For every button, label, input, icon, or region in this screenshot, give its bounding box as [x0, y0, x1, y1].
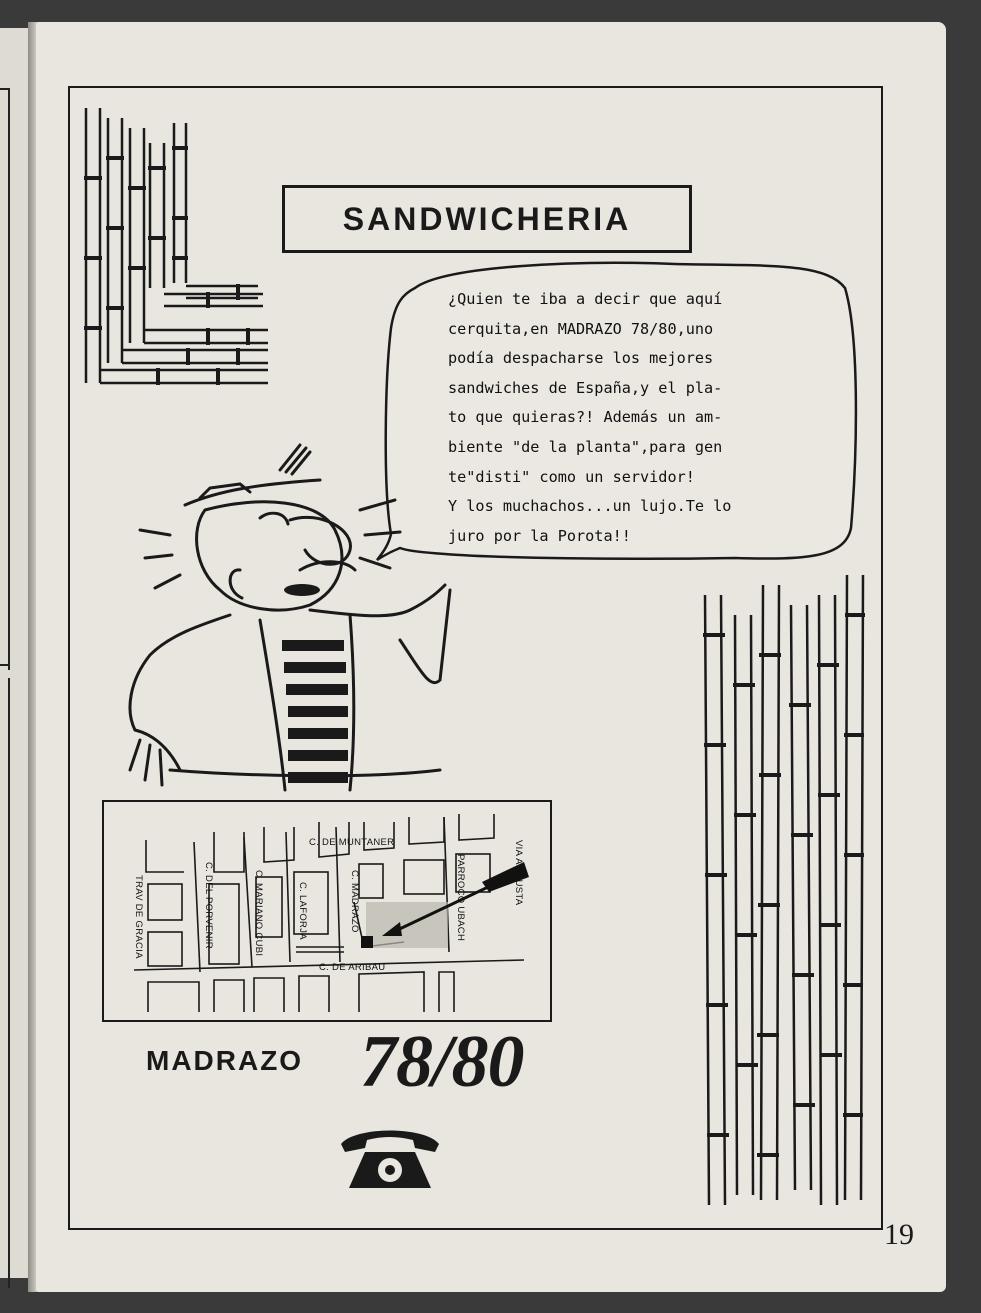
bamboo-right-icon	[695, 575, 880, 1215]
speech-bubble-text	[448, 285, 848, 551]
cartoon-character-icon	[110, 440, 470, 810]
previous-page-edge	[0, 28, 28, 1278]
address-number: 78/80	[360, 1021, 524, 1103]
street-muntaner: C. DE MUNTANER	[309, 837, 395, 848]
bubble-line: cerquita,en MADRAZO 78/80,uno	[448, 319, 714, 338]
street-madrazo: C. MADRAZO	[349, 870, 360, 933]
bubble-line: juro por la Porota!!	[448, 526, 631, 545]
bamboo-top-left-icon	[78, 108, 278, 408]
telephone-icon	[335, 1122, 445, 1194]
bubble-line: to que quieras?! Además un am-	[448, 408, 723, 427]
title-box	[282, 185, 692, 253]
street-parroco-ubach: PARROCO UBACH	[455, 854, 466, 942]
bubble-line: sandwiches de España,y el pla-	[448, 378, 723, 397]
street-porvenir: C. DEL PORVENIR	[203, 862, 214, 949]
bubble-line: Y los muchachos...un lujo.Te lo	[448, 497, 732, 516]
bubble-line: te"disti" como un servidor!	[448, 467, 695, 486]
bubble-line: podía despacharse los mejores	[448, 349, 714, 368]
bubble-line: biente "de la planta",para gen	[448, 437, 723, 456]
street-aribau: C. DE ARIBAU	[319, 962, 386, 973]
street-mariano-cubi: C. MARIANO CUBI	[253, 870, 264, 957]
location-map	[102, 800, 552, 1022]
street-via-augusta: VIA AUGUSTA	[513, 840, 524, 906]
page-number: 19	[884, 1218, 914, 1251]
street-laforja: C. LAFORJA	[297, 882, 308, 940]
address-street: MADRAZO	[146, 1045, 304, 1076]
page-title: SANDWICHERIA	[342, 200, 632, 237]
page-spine	[28, 22, 36, 1292]
street-trav-gracia: TRAV DE GRACIA	[133, 875, 144, 959]
bubble-line: ¿Quien te iba a decir que aquí	[448, 290, 723, 308]
